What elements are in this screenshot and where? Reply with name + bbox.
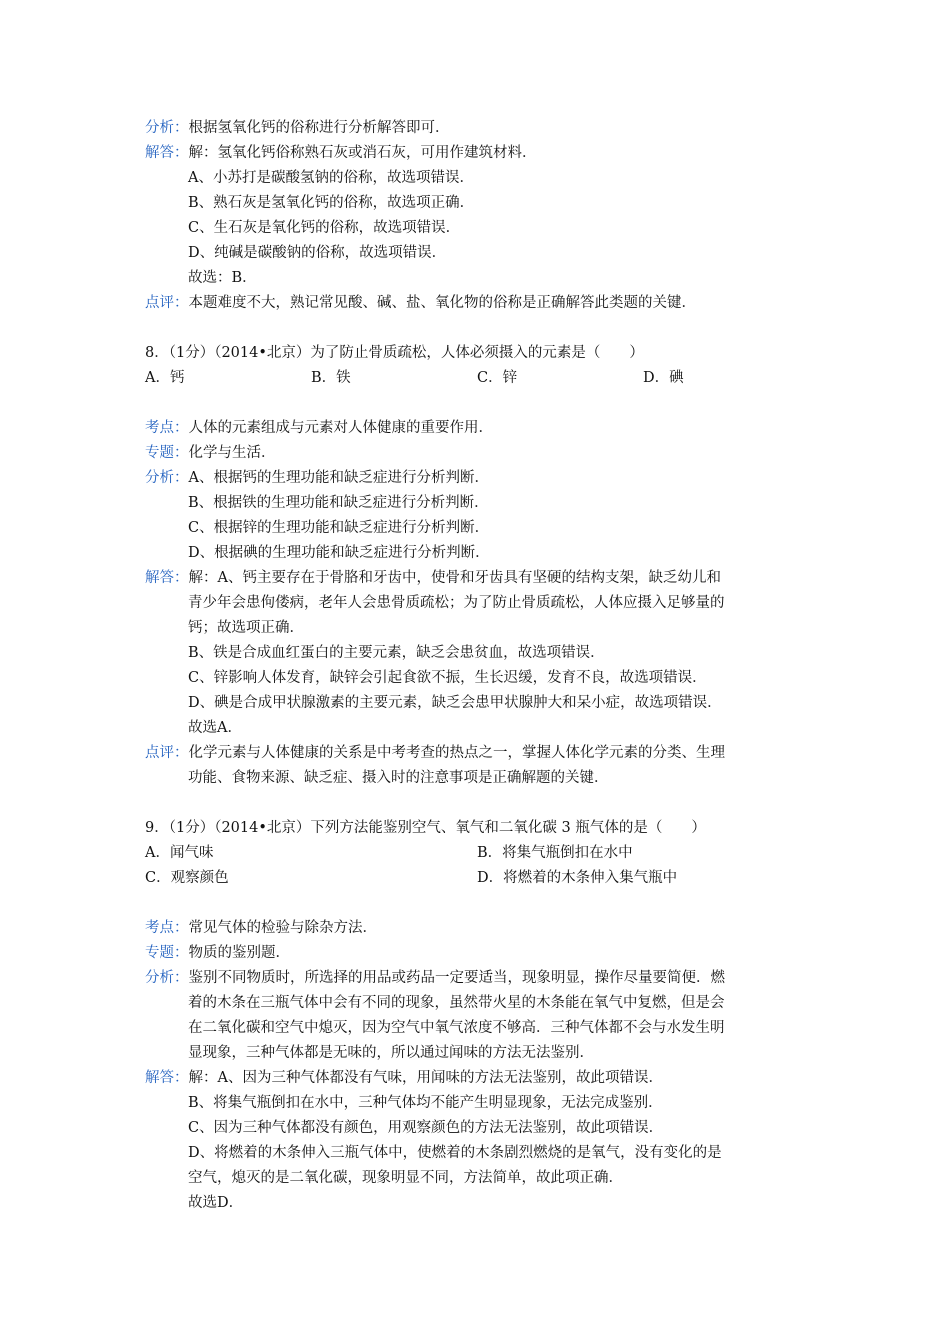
- q8-answer-line: 钙；故选项正确．: [188, 620, 304, 636]
- q9-option-b: B．将集气瓶倒扣在水中: [477, 845, 633, 861]
- q8-answer-line: D、碘是合成甲状腺激素的主要元素，缺乏会患甲状腺肿大和呆小症，故选项错误．: [188, 695, 722, 711]
- q9-option-c: C．观察颜色: [145, 870, 229, 886]
- comment-label: 点评：: [145, 295, 189, 311]
- q9-answer-line: 故选D．: [188, 1195, 244, 1211]
- q9-analysis-line: 着的木条在三瓶气体中会有不同的现象，虽然带火星的木条能在氧气中复燃，但是会: [188, 995, 725, 1011]
- q8-option-d: D．碘: [643, 370, 684, 386]
- question-9: [145, 816, 825, 1216]
- analysis-label: 分析：: [145, 120, 189, 136]
- q8-analysis-line: 分析： A、根据钙的生理功能和缺乏症进行分析判断．: [145, 466, 825, 491]
- q8-option-b: B．铁: [311, 370, 351, 386]
- q8-answer-line: C、锌影响人体发育，缺锌会引起食欲不振，生长迟缓，发育不良，故选项错误．: [188, 670, 707, 686]
- q8-subject: 专题： 化学与生活．: [145, 441, 825, 466]
- q8-answer-line: B、铁是合成血红蛋白的主要元素，缺乏会患贫血，故选项错误．: [188, 645, 605, 661]
- subject-label: 专题：: [145, 945, 189, 961]
- q9-answer-line: C、因为三种气体都没有颜色，用观察颜色的方法无法鉴别，故此项错误．: [188, 1120, 664, 1136]
- answer-label: 解答：: [145, 1070, 189, 1086]
- q8-options: [145, 366, 825, 391]
- q8-analysis-line: B、根据铁的生理功能和缺乏症进行分析判断．: [188, 495, 489, 511]
- q9-analysis-line: 显现象，三种气体都是无味的，所以通过闻味的方法无法鉴别．: [188, 1045, 594, 1061]
- q7-answer-line: A、小苏打是碳酸氢钠的俗称，故选项错误．: [188, 170, 474, 186]
- question-7-solution: [145, 116, 825, 316]
- q9-options-row-1: [145, 841, 825, 866]
- q9-analysis-line: 在二氧化碳和空气中熄灭，因为空气中氧气浓度不够高．三种气体都不会与水发生明: [188, 1020, 725, 1036]
- q7-analysis: 分析： 根据氢氧化钙的俗称进行分析解答即可．: [145, 116, 825, 141]
- answer-label: 解答：: [145, 145, 189, 161]
- q7-answer-line: B、熟石灰是氢氧化钙的俗称，故选项正确．: [188, 195, 475, 211]
- analysis-label: 分析：: [145, 970, 189, 986]
- q8-option-c: C．锌: [477, 370, 518, 386]
- q9-answer-line: B、将集气瓶倒扣在水中，三种气体均不能产生明显现象，无法完成鉴别．: [188, 1095, 663, 1111]
- q9-stem: 9．（1分）（2014•北京）下列方法能鉴别空气、氧气和二氧化碳 3 瓶气体的是（ ）: [145, 820, 706, 836]
- q8-answer-line: 故选A．: [188, 720, 242, 736]
- subject-label: 专题：: [145, 445, 189, 461]
- topic-label: 考点：: [145, 920, 189, 936]
- q8-option-a: A．钙: [145, 370, 185, 386]
- q9-subject: 专题： 物质的鉴别题．: [145, 941, 825, 966]
- q8-answer-line: 青少年会患佝偻病，老年人会患骨质疏松；为了防止骨质疏松，人体应摄入足够量的: [188, 595, 725, 611]
- q8-topic: 考点： 人体的元素组成与元素对人体健康的重要作用．: [145, 416, 825, 441]
- q8-comment-line: 点评： 化学元素与人体健康的关系是中考考查的热点之一，掌握人体化学元素的分类、生理: [145, 741, 825, 766]
- q7-answer-line: C、生石灰是氧化钙的俗称，故选项错误．: [188, 220, 461, 236]
- q7-answer-line: 故选：B．: [188, 270, 257, 286]
- q8-analysis-line: C、根据锌的生理功能和缺乏症进行分析判断．: [188, 520, 490, 536]
- q9-options-row-2: [145, 866, 825, 891]
- q9-analysis-line: 分析： 鉴别不同物质时，所选择的用品或药品一定要适当，现象明显，操作尽量要简便．燃: [145, 966, 825, 991]
- analysis-label: 分析：: [145, 470, 189, 486]
- q9-answer-line: D、将燃着的木条伸入三瓶气体中，使燃着的木条剧烈燃烧的是氧气，没有变化的是: [188, 1145, 722, 1161]
- q9-option-a: A．闻气味: [145, 845, 214, 861]
- q8-comment-line: 功能、食物来源、缺乏症、摄入时的注意事项是正确解题的关键．: [188, 770, 609, 786]
- q8-answer-line: 解答： 解：A、钙主要存在于骨胳和牙齿中，使骨和牙齿具有坚硬的结构支架，缺乏幼儿和: [145, 566, 825, 591]
- q9-answer-line: 空气，熄灭的是二氧化碳，现象明显不同，方法简单，故此项正确．: [188, 1170, 623, 1186]
- question-8: [145, 341, 825, 791]
- q8-analysis-line: D、根据碘的生理功能和缺乏症进行分析判断．: [188, 545, 490, 561]
- q8-stem: 8．（1分）（2014•北京）为了防止骨质疏松，人体必须摄入的元素是（ ）: [145, 345, 644, 361]
- q7-answer-line: 解答： 解：氢氧化钙俗称熟石灰或消石灰，可用作建筑材料．: [145, 141, 825, 166]
- document-content: [145, 116, 825, 1216]
- q9-option-d: D．将燃着的木条伸入集气瓶中: [477, 870, 678, 886]
- q9-topic: 考点： 常见气体的检验与除杂方法．: [145, 916, 825, 941]
- q9-answer-line: 解答： 解：A、因为三种气体都没有气味，用闻味的方法无法鉴别，故此项错误．: [145, 1066, 825, 1091]
- q7-comment: 点评： 本题难度不大，熟记常见酸、碱、盐、氧化物的俗称是正确解答此类题的关键．: [145, 291, 825, 316]
- q7-answer-line: D、纯碱是碳酸钠的俗称，故选项错误．: [188, 245, 447, 261]
- topic-label: 考点：: [145, 420, 189, 436]
- comment-label: 点评：: [145, 745, 189, 761]
- answer-label: 解答：: [145, 570, 189, 586]
